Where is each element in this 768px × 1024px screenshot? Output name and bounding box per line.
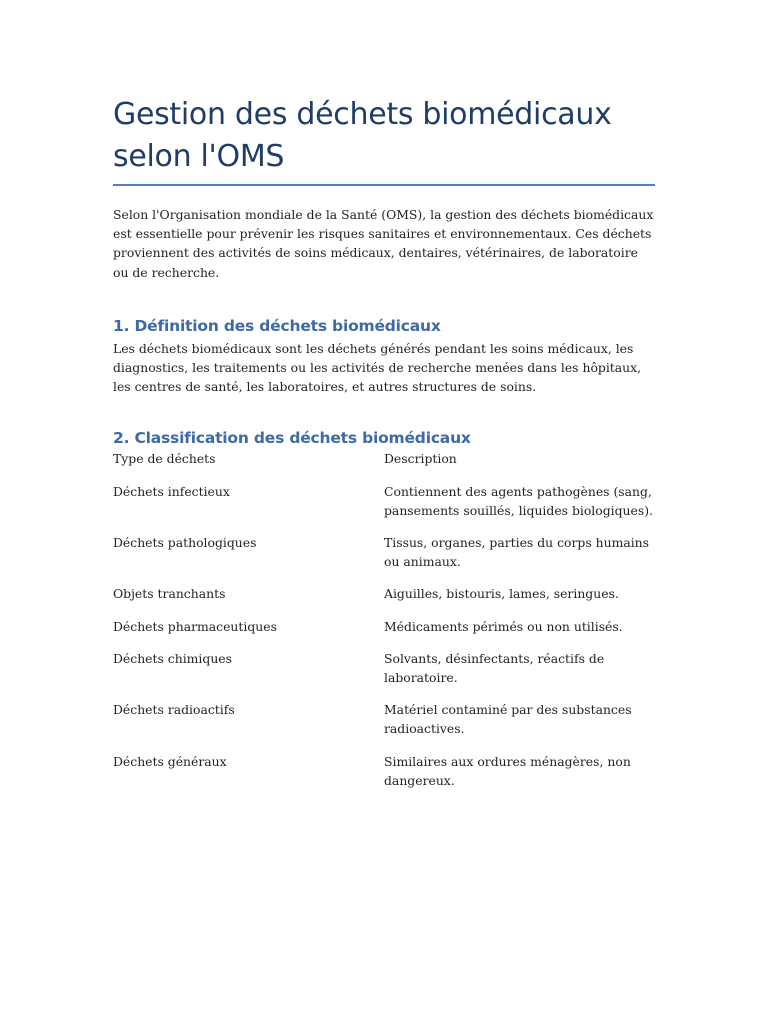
- waste-description-cell: Matériel contaminé par des substances radioactives.: [384, 702, 632, 737]
- waste-type-cell: Déchets pharmaceutiques: [113, 618, 277, 634]
- intro-paragraph: Selon l'Organisation mondiale de la Santé (OMS), la gestion des déchets biomédicaux est essentielle pour prévenir les risques sanitaires et environnementaux. Ces déchets proviennent des activités de soins médicaux, dentaires, vétérinaires, de laboratoire ou de recherche.: [113, 207, 654, 280]
- table-row: [113, 617, 655, 649]
- waste-description-cell: Similaires aux ordures ménagères, non dangereux.: [384, 753, 631, 788]
- waste-description-cell: Tissus, organes, parties du corps humains ou animaux.: [384, 535, 650, 570]
- waste-type-cell: Déchets chimiques: [113, 650, 232, 666]
- section-heading-definition: 1. Définition des déchets biomédicaux: [113, 316, 441, 335]
- waste-type-cell: Déchets généraux: [113, 753, 227, 769]
- waste-type-cell: Objets tranchants: [113, 586, 226, 602]
- title-underline: [113, 184, 655, 186]
- table-row: [113, 533, 655, 584]
- waste-description-cell: Aiguilles, bistouris, lames, seringues.: [384, 586, 619, 602]
- section-heading-classification: 2. Classification des déchets biomédicaux: [113, 429, 471, 448]
- document-title: Gestion des déchets biomédicaux selon l'OMS: [113, 97, 612, 174]
- column-header-description: Description: [384, 451, 457, 467]
- column-header-type: Type de déchets: [113, 451, 216, 467]
- table-row: [113, 649, 655, 700]
- waste-type-cell: Déchets pathologiques: [113, 535, 257, 551]
- table-header-row: [113, 449, 655, 481]
- document-page: [113, 94, 655, 803]
- waste-description-cell: Médicaments périmés ou non utilisés.: [384, 618, 623, 634]
- waste-description-cell: Contiennent des agents pathogènes (sang, pansements souillés, liquides biologiques).: [384, 483, 653, 518]
- table-row: [113, 584, 655, 616]
- waste-type-cell: Déchets radioactifs: [113, 702, 235, 718]
- definition-paragraph: Les déchets biomédicaux sont les déchets générés pendant les soins médicaux, les diagnostics, les traitements ou les activités de recherche menées dans les hôpitaux, les centres de santé, les laboratoires, et autres structures de soins.: [113, 340, 642, 395]
- waste-type-cell: Déchets infectieux: [113, 483, 230, 499]
- waste-description-cell: Solvants, désinfectants, réactifs de laboratoire.: [384, 650, 605, 686]
- table-row: [113, 482, 655, 533]
- table-row: [113, 752, 655, 803]
- waste-classification-table: [113, 449, 655, 803]
- table-row: [113, 700, 655, 751]
